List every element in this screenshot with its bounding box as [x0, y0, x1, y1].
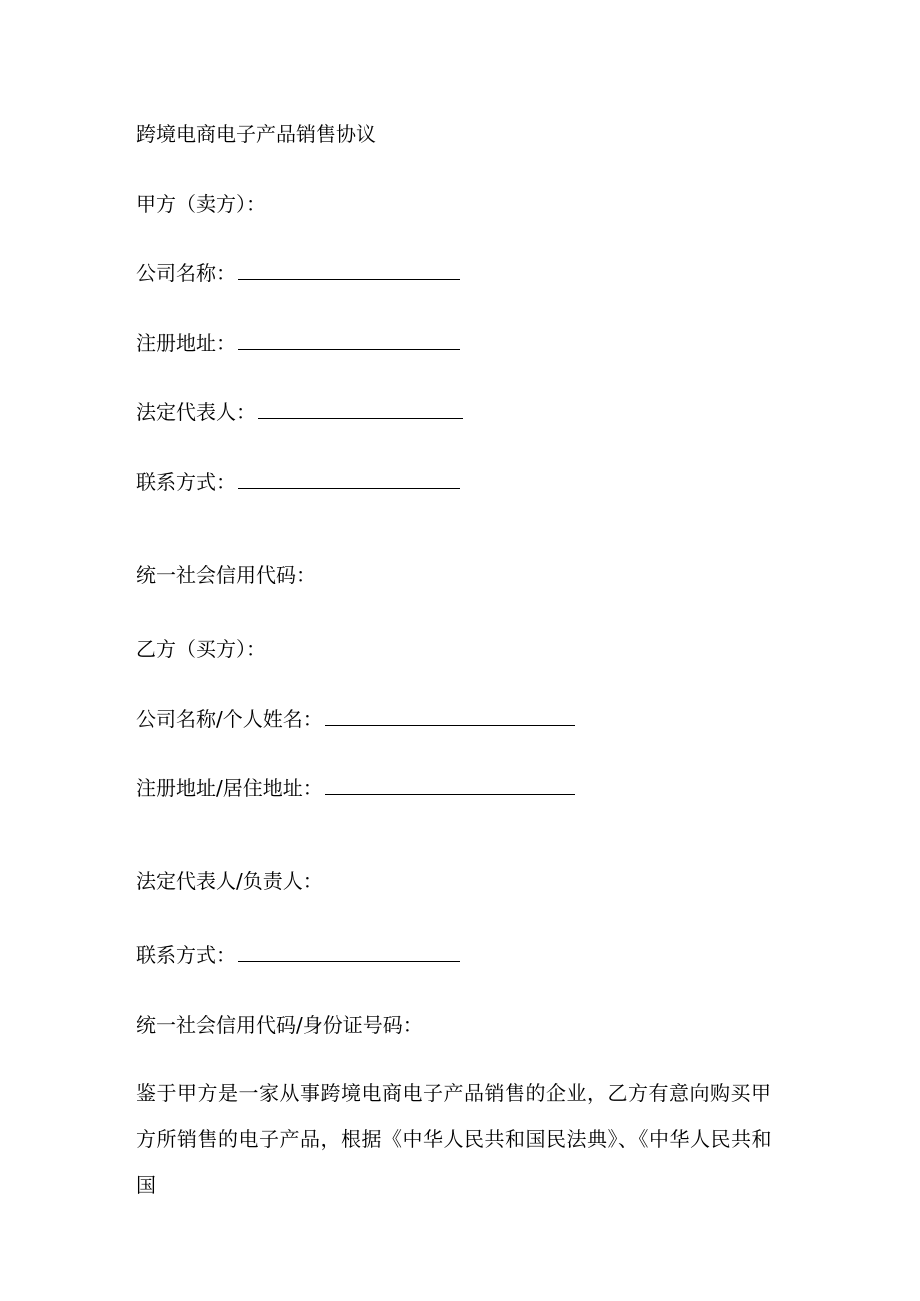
- party-a-legal-rep-row: [136, 398, 463, 426]
- party-b-heading: 乙方（买方）：: [136, 637, 266, 661]
- party-a-contact-label: 联系方式：: [136, 470, 236, 494]
- party-b-id-code-label: 统一社会信用代码/身份证号码：: [136, 1013, 423, 1037]
- party-b-address-field[interactable]: [325, 774, 575, 795]
- party-a-registered-address-field[interactable]: [238, 329, 460, 350]
- document-title: 跨境电商电子产品销售协议: [136, 122, 376, 146]
- party-a-company-name-field[interactable]: [238, 259, 460, 280]
- party-a-contact-row: [136, 468, 460, 496]
- party-b-contact-label: 联系方式：: [136, 943, 236, 967]
- party-a-registered-address-label: 注册地址：: [136, 331, 236, 355]
- party-b-address-label: 注册地址/居住地址：: [136, 776, 323, 800]
- party-b-legal-rep-label: 法定代表人/负责人：: [136, 869, 323, 893]
- party-b-contact-field[interactable]: [238, 941, 460, 962]
- party-a-company-name-row: [136, 259, 460, 287]
- party-a-registered-address-row: [136, 329, 460, 357]
- party-b-contact-row: [136, 941, 460, 969]
- party-b-name-field[interactable]: [325, 705, 575, 726]
- party-b-name-label: 公司名称/个人姓名：: [136, 707, 323, 731]
- party-a-legal-rep-label: 法定代表人：: [136, 400, 256, 424]
- preamble-paragraph: 鉴于甲方是一家从事跨境电商电子产品销售的企业，乙方有意向购买甲方所销售的电子产品，根据《中华人民共和国民法典》、《中华人民共和国: [136, 1081, 772, 1197]
- party-a-company-name-label: 公司名称：: [136, 261, 236, 285]
- party-a-legal-rep-field[interactable]: [258, 398, 463, 419]
- party-a-credit-code-label: 统一社会信用代码：: [136, 563, 316, 587]
- party-b-address-row: [136, 774, 575, 802]
- party-a-contact-field[interactable]: [238, 468, 460, 489]
- party-b-name-row: [136, 705, 575, 733]
- party-a-heading: 甲方（卖方）：: [136, 192, 266, 216]
